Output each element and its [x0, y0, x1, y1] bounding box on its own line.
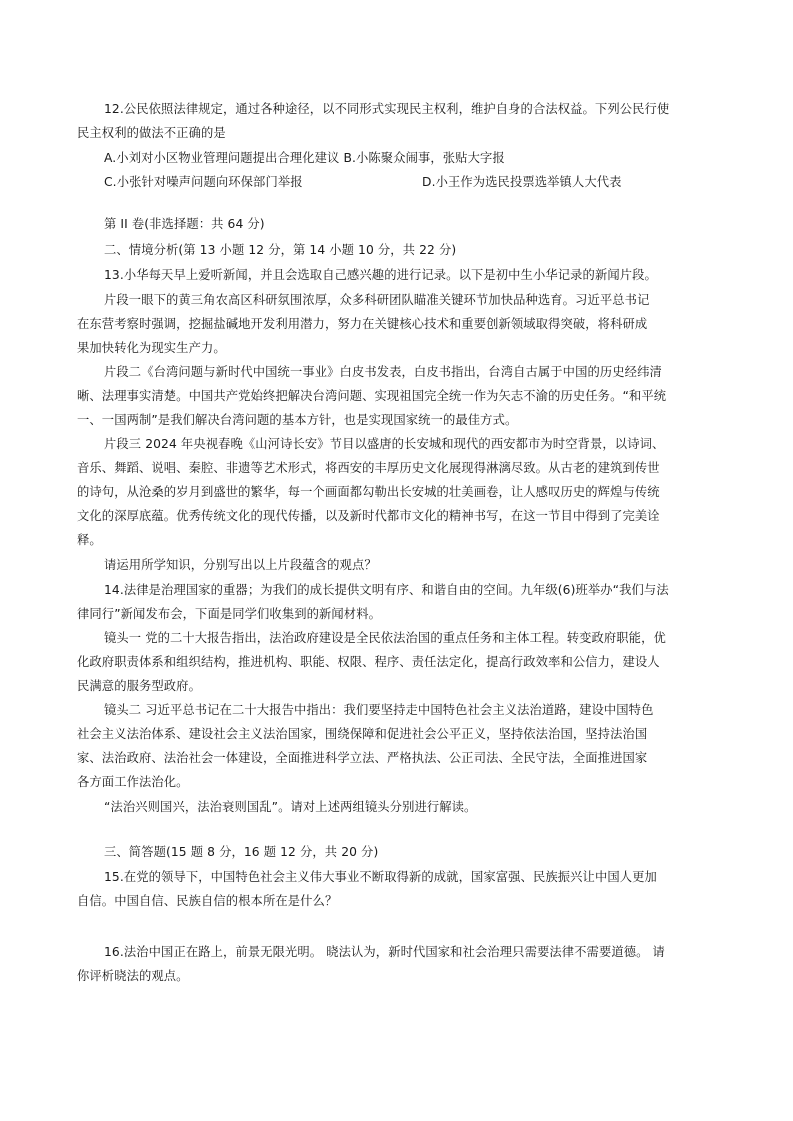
q14-intro-line-2: 律同行”新闻发布会，下面是同学们收集到的新闻材料。 [77, 607, 381, 621]
q14-shot-2-line-2: 社会主义法治体系、建设社会主义法治国家，围绕保障和促进社会公平正义，坚持依法治国，坚持法治国 [77, 727, 648, 741]
q12-option-a-b: A.小刘对小区物业管理问题提出合理化建议 B.小陈聚众闹事，张贴大字报 [104, 151, 505, 165]
q13-segment-2-line-3: 一、一国两制”是我们解决台湾问题的基本方针，也是实现国家统一的最佳方式。 [77, 413, 518, 427]
q13-intro: 13.小华每天早上爱听新闻，并且会选取自己感兴趣的进行记录。以下是初中生小华记录的新闻片段。 [104, 268, 657, 282]
q14-shot-1-line-2: 化政府职责体系和组织结构，推进机构、职能、权限、程序、责任法定化，提高行政效率和公信力，建设人 [77, 655, 660, 669]
q14-shot-2-line-1: 镜头二 习近平总书记在二十大报告中指出：我们要坚持走中国特色社会主义法治道路，建设中国特色 [104, 703, 654, 717]
q16-line-2: 你评析晓法的观点。 [77, 969, 189, 983]
q15-line-1: 15.在党的领导下，中国特色社会主义伟大事业不断取得新的成就，国家富强、民族振兴让中国人更加 [104, 870, 657, 884]
q14-intro-line-1: 14.法律是治理国家的重器；为我们的成长提供文明有序、和谐自由的空间。九年级(6)班举办“我们与法 [104, 583, 669, 597]
q14-shot-2-line-4: 各方面工作法治化。 [77, 775, 189, 789]
q13-segment-1-line-1: 片段一眼下的黄三角农高区科研氛围浓厚，众多科研团队瞄准关键环节加快品种选育。习近平总书记 [104, 293, 650, 307]
part-2-title: 第 II 卷(非选择题：共 64 分) [104, 217, 265, 231]
section-3-heading: 三、简答题(15 题 8 分，16 题 12 分，共 20 分) [104, 845, 379, 859]
q13-segment-1-line-2: 在东营考察时强调，挖掘盐碱地开发利用潜力，努力在关键核心技术和重要创新领域取得突破，将科研成 [77, 317, 648, 331]
q12-option-d: D.小王作为选民投票选举镇人大代表 [422, 175, 622, 189]
q14-shot-2-line-3: 家、法治政府、法治社会一体建设，全面推进科学立法、严格执法、公正司法、全民守法，全面推进国家 [77, 751, 648, 765]
q13-segment-3-line-5: 释。 [77, 533, 102, 547]
q13-segment-2-line-2: 晰、法理事实清楚。中国共产党始终把解决台湾问题、实现祖国完全统一作为矢志不渝的历史任务。“和平统 [77, 389, 667, 403]
q13-segment-3-line-1: 片段三 2024 年央视春晚《山河诗长安》节目以盛唐的长安城和现代的西安都市为时空背景，以诗词、 [104, 437, 665, 451]
q13-segment-1-line-3: 果加快转化为现实生产力。 [77, 341, 226, 355]
section-2-heading: 二、情境分析(第 13 小题 12 分，第 14 小题 10 分，共 22 分) [104, 243, 457, 257]
q14-shot-1-line-3: 民满意的服务型政府。 [77, 679, 201, 693]
q14-question: “法治兴则国兴，法治衰则国乱”。请对上述两组镜头分别进行解读。 [104, 800, 477, 814]
q12-stem-line-2: 民主权利的做法不正确的是 [77, 126, 226, 140]
q13-segment-3-line-4: 文化的深厚底蕴。优秀传统文化的现代传播，以及新时代都市文化的精神书写，在这一节目中得到了完美诠 [77, 509, 660, 523]
q13-segment-2-line-1: 片段二《台湾问题与新时代中国统一事业》白皮书发表，白皮书指出，台湾自古属于中国的历史经纬清 [104, 365, 662, 379]
q13-question: 请运用所学知识，分别写出以上片段蕴含的观点？ [104, 558, 377, 572]
q16-line-1: 16.法治中国正在路上，前景无限光明。 晓法认为，新时代国家和社会治理只需要法律不需要道德。 请 [104, 945, 665, 959]
q13-segment-3-line-3: 的诗句，从沧桑的岁月到盛世的繁华，每一个画面都勾勒出长安城的壮美画卷，让人感叹历史的辉煌与传统 [77, 485, 660, 499]
q14-shot-1-line-1: 镜头一 党的二十大报告指出，法治政府建设是全民依法治国的重点任务和主体工程。转变政府职能，优 [104, 631, 666, 645]
q15-line-2: 自信。中国自信、民族自信的根本所在是什么？ [77, 894, 338, 908]
q12-option-c: C.小张针对噪声问题向环保部门举报 [104, 175, 303, 189]
q12-stem-line-1: 12.公民依照法律规定，通过各种途径，以不同形式实现民主权利，维护自身的合法权益。下列公民行使 [104, 102, 670, 116]
q13-segment-3-line-2: 音乐、舞蹈、说唱、秦腔、非遗等艺术形式，将西安的丰厚历史文化展现得淋漓尽致。从古老的建筑到传世 [77, 461, 660, 475]
